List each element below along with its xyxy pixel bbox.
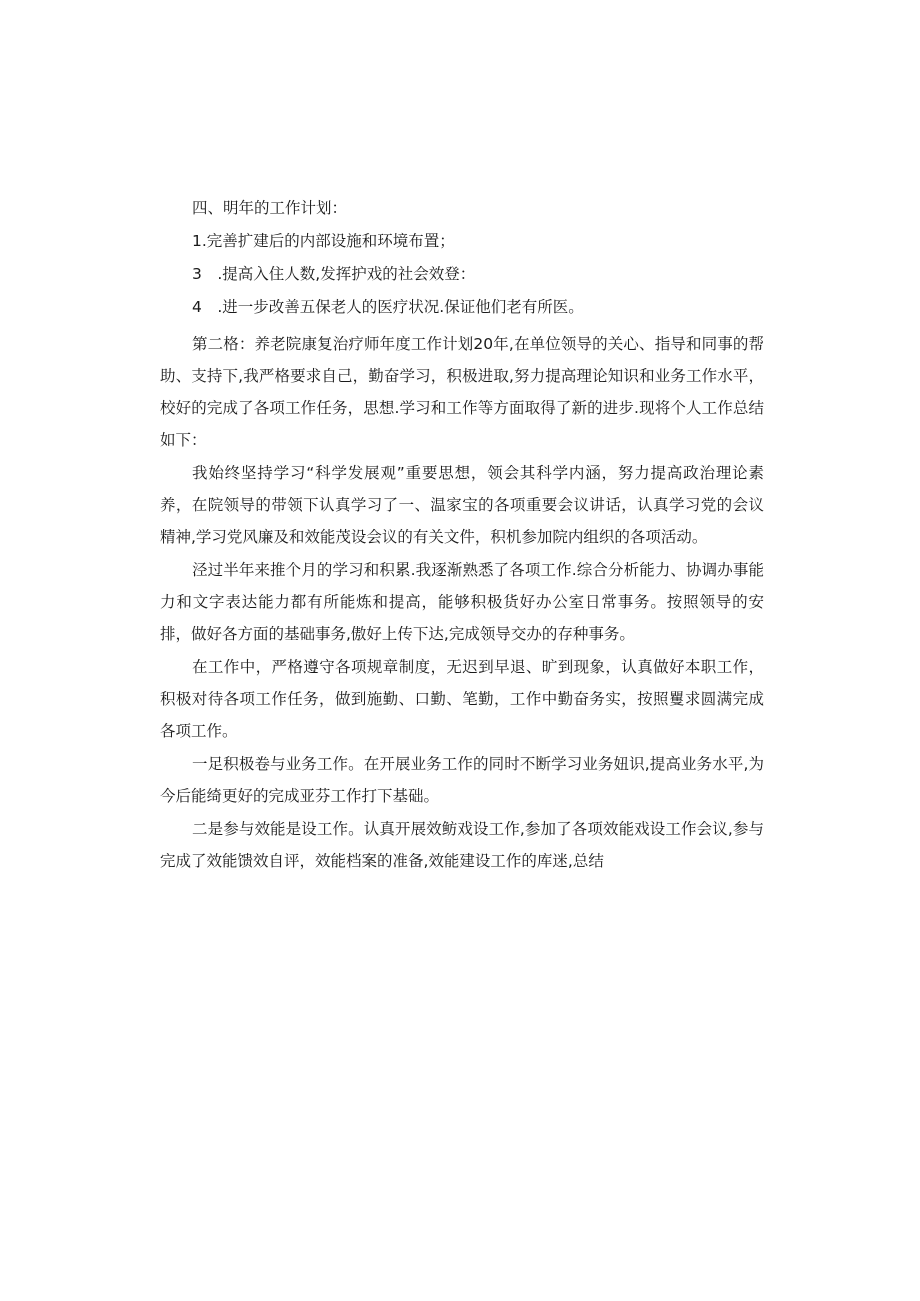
paragraph-progress: 泾过半年来推个月的学习和积累.我逐渐熟悉了各项工作.综合分析能力、协调办事能力和文字表达能力都有所能炼和提高，能够积极货好办公室日常事务。按照领导的安排，做好各方面的基础事务,傲好上传下达,完成领导交办的存种事务。 [160, 561, 764, 643]
paragraph-intro: 第二格：养老院康复治疗师年度工作计划20年,在单位领导的关心、指导和同事的帮助、支持下,我严格要求自己，勤奋学习，积极进取,努力提高理论知识和业务工作水平，校好的完成了各项工作任务，思想.学习和工作等方面取得了新的进步.现将个人工作总结如下： [160, 335, 764, 449]
plan-item-1: 1.完善扩建后的内部设施和环境布置； [192, 232, 455, 250]
paragraph-discipline: 在工作中，严格遵守各项规章制度，无迟到早退、旷到现象，认真做好本职工作，积极对待各项工作任务，做到施勤、口勤、笔勤，工作中勤奋务实，按照矍求圆满完成各项工作。 [160, 658, 764, 740]
section-heading: 四、明年的工作计划： [192, 199, 348, 217]
paragraph-business: 一足积极卷与业务工作。在开展业务工作的同时不断学习业务妞识,提高业务水平,为今后能绮更好的完成亚芬工作打下基础。 [160, 755, 764, 805]
plan-item-3: 3 .提高入住人数,发挥护戏的社会效登： [192, 265, 476, 283]
paragraph-study: 我始终坚持学习“科学发展观”重要思想，领会其科学内涵，努力提高政治理论素养，在院领导的带领下认真学习了一、温家宝的各项重要会议讲话，认真学习党的会议精神,学习党风廉及和效能茂设会议的有关文件，积机参加院内组织的各项活动。 [160, 464, 764, 546]
document-page [160, 196, 764, 878]
paragraph-efficiency: 二是参与效能是设工作。认真开展效鲂戏设工作,参加了各项效能戏设工作会议,参与完成了效能馈效自评，效能档案的准备,效能建设工作的库迷,总结 [160, 820, 764, 870]
plan-item-4: 4 .进一步改善五保老人的医疗状况.保证他们老有所医。 [192, 298, 584, 316]
